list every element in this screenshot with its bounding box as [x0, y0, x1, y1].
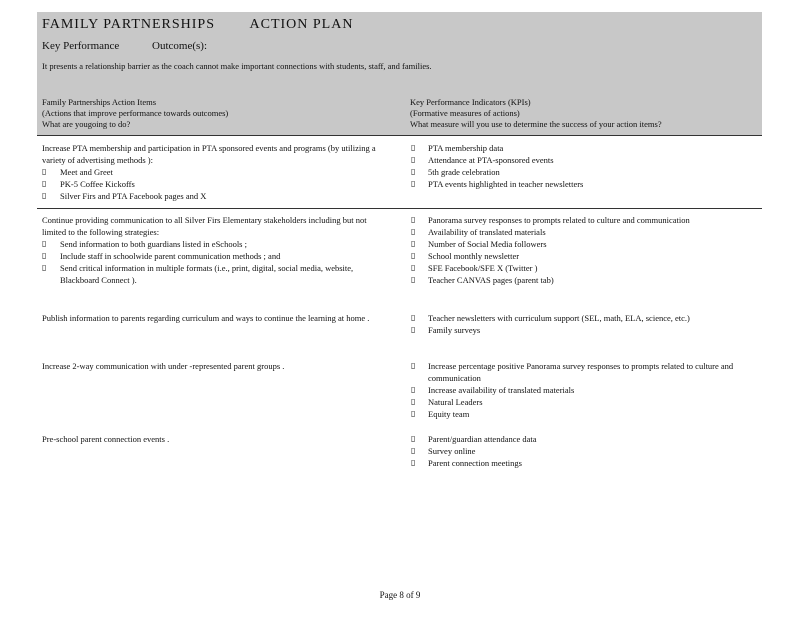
kpi-text: Attendance at PTA-sponsored events — [428, 155, 554, 165]
kpi-list-2 — [410, 214, 745, 286]
left-col-question: What are yougoing to do? — [42, 119, 131, 129]
title-part-2: ACTION PLAN — [249, 17, 354, 32]
action-item-5 — [42, 433, 388, 445]
kpi-item — [410, 250, 745, 262]
checkbox-icon: ▯ — [411, 251, 416, 260]
action-text: Increase PTA membership and participation in PTA sponsored events and programs (by utilizing a variety of advertising methods ): — [42, 143, 376, 165]
checkbox-icon: ▯ — [411, 397, 416, 406]
kpi-item — [410, 396, 745, 408]
kpi-text: Parent connection meetings — [428, 458, 522, 468]
checkbox-icon: ▯ — [42, 179, 47, 188]
kpi-text: Increase percentage positive Panorama survey responses to prompts related to culture and communication — [428, 361, 734, 383]
kpi-text: Teacher CANVAS pages (parent tab) — [428, 275, 554, 285]
checkbox-icon: ▯ — [42, 251, 47, 260]
action-item-2 — [42, 214, 388, 286]
checkbox-icon: ▯ — [411, 143, 416, 152]
kpi-text: Panorama survey responses to prompts related to culture and communication — [428, 215, 690, 225]
kpi-text: PTA events highlighted in teacher newsletters — [428, 179, 584, 189]
action-text: Continue providing communication to all Silver Firs Elementary stakeholders including but not limited to the following strategies: — [42, 215, 367, 237]
kpi-item — [410, 445, 745, 457]
right-col-subtitle: (Formative measures of actions) — [410, 108, 520, 118]
checkbox-icon: ▯ — [411, 263, 416, 272]
list-item — [42, 250, 388, 262]
checkbox-icon: ▯ — [42, 167, 47, 176]
right-col-question: What measure will you use to determine the success of your action items? — [410, 119, 662, 129]
kpi-text: Increase availability of translated materials — [428, 385, 575, 395]
left-col-subtitle: (Actions that improve performance towards outcomes) — [42, 108, 229, 118]
kpi-text: Equity team — [428, 409, 470, 419]
kpi-list-1 — [410, 142, 745, 190]
list-item — [42, 262, 388, 286]
list-item-text: Include staff in schoolwide parent communication methods ; and — [60, 251, 281, 261]
list-item-text: Meet and Greet — [60, 167, 113, 177]
kpi-text: Family surveys — [428, 325, 481, 335]
kpi-item — [410, 178, 745, 190]
list-item-text: Send information to both guardians listed in eSchools ; — [60, 239, 247, 249]
header-banner — [37, 12, 762, 135]
kpi-text: Number of Social Media followers — [428, 239, 547, 249]
kpi-item — [410, 166, 745, 178]
kpi-item — [410, 360, 745, 384]
list-item — [42, 190, 388, 202]
checkbox-icon: ▯ — [42, 263, 47, 272]
action-text: Increase 2-way communication with under -represented parent groups . — [42, 361, 285, 371]
list-item — [42, 166, 388, 178]
kpi-list-3 — [410, 312, 745, 336]
left-col-title: Family Partnerships Action Items — [42, 97, 157, 107]
kpi-item — [410, 408, 745, 420]
kpi-item — [410, 262, 745, 274]
kpi-text: Availability of translated materials — [428, 227, 546, 237]
kpi-item — [410, 226, 745, 238]
kpi-item — [410, 324, 745, 336]
title-part-1: FAMILY PARTNERSHIPS — [42, 17, 215, 32]
checkbox-icon: ▯ — [411, 434, 416, 443]
list-item-text: PK-5 Coffee Kickoffs — [60, 179, 135, 189]
divider — [37, 135, 762, 136]
checkbox-icon: ▯ — [411, 313, 416, 322]
kpi-text: Parent/guardian attendance data — [428, 434, 537, 444]
action-text: Pre-school parent connection events . — [42, 434, 170, 444]
kpi-text: PTA membership data — [428, 143, 504, 153]
kpi-text: SFE Facebook/SFE X (Twitter ) — [428, 263, 538, 273]
list-item-text: Silver Firs and PTA Facebook pages and X — [60, 191, 207, 201]
checkbox-icon: ▯ — [411, 239, 416, 248]
kpo-label-2: Outcome(s): — [152, 40, 208, 52]
checkbox-icon: ▯ — [411, 179, 416, 188]
kpi-item — [410, 312, 745, 324]
kpi-text: Natural Leaders — [428, 397, 483, 407]
kpi-item — [410, 384, 745, 396]
right-column-header — [410, 97, 662, 130]
kpi-item — [410, 214, 745, 226]
checkbox-icon: ▯ — [411, 361, 416, 370]
checkbox-icon: ▯ — [411, 167, 416, 176]
kpi-text: 5th grade celebration — [428, 167, 500, 177]
divider — [37, 208, 762, 209]
kpi-list-4 — [410, 360, 745, 420]
left-column-header — [42, 97, 228, 130]
action-item-3 — [42, 312, 388, 324]
page-number: Page 8 of 9 — [379, 590, 421, 600]
checkbox-icon: ▯ — [411, 215, 416, 224]
checkbox-icon: ▯ — [411, 227, 416, 236]
kpi-item — [410, 433, 745, 445]
kpi-item — [410, 274, 745, 286]
list-item-text: Send critical information in multiple formats (i.e., print, digital, social media, website, Blackboard Connect ). — [60, 263, 354, 285]
intro-statement: It presents a relationship barrier as the coach cannot make important connections with students, staff, and families. — [42, 61, 432, 71]
kpi-item — [410, 238, 745, 250]
kpi-item — [410, 142, 745, 154]
kpi-text: Survey online — [428, 446, 476, 456]
key-performance-outcome-label — [42, 40, 207, 52]
right-col-title: Key Performance Indicators (KPIs) — [410, 97, 531, 107]
list-item — [42, 238, 388, 250]
checkbox-icon: ▯ — [411, 446, 416, 455]
checkbox-icon: ▯ — [411, 155, 416, 164]
checkbox-icon: ▯ — [411, 385, 416, 394]
checkbox-icon: ▯ — [411, 409, 416, 418]
page-title — [42, 17, 353, 33]
action-item-4 — [42, 360, 388, 372]
checkbox-icon: ▯ — [42, 191, 47, 200]
kpi-text: Teacher newsletters with curriculum support (SEL, math, ELA, science, etc.) — [428, 313, 690, 323]
checkbox-icon: ▯ — [42, 239, 47, 248]
kpi-text: School monthly newsletter — [428, 251, 520, 261]
checkbox-icon: ▯ — [411, 325, 416, 334]
kpo-label-1: Key Performance — [42, 40, 120, 52]
list-item — [42, 178, 388, 190]
action-text: Publish information to parents regarding curriculum and ways to continue the learning at home . — [42, 313, 370, 323]
checkbox-icon: ▯ — [411, 275, 416, 284]
action-item-1 — [42, 142, 388, 202]
kpi-item — [410, 457, 745, 469]
checkbox-icon: ▯ — [411, 458, 416, 467]
kpi-list-5 — [410, 433, 745, 469]
kpi-item — [410, 154, 745, 166]
